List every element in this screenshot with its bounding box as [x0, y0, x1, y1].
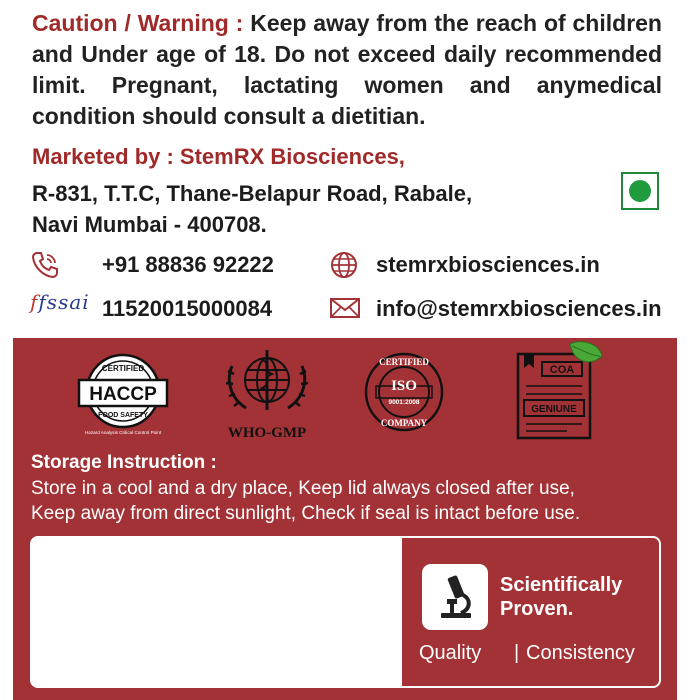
globe-icon — [329, 250, 359, 280]
address — [32, 178, 472, 240]
website-link[interactable]: stemrxbiosciences.in — [376, 252, 600, 277]
caution-paragraph — [32, 8, 662, 132]
phone-number[interactable]: +91 88836 92222 — [102, 252, 274, 277]
marketed-by: Marketed by : StemRX Biosciences, — [32, 144, 405, 169]
badge-line-2: Proven. — [500, 598, 574, 620]
caution-label: Caution / Warning : — [32, 10, 244, 36]
veg-mark-icon — [621, 172, 659, 210]
svg-text:GENIUNE: GENIUNE — [531, 404, 577, 415]
svg-text:COMPANY: COMPANY — [380, 418, 428, 428]
svg-text:COA: COA — [549, 364, 575, 376]
microscope-icon — [422, 564, 488, 630]
bottom-badge-box — [30, 536, 661, 688]
svg-text:FOOD SAFETY: FOOD SAFETY — [98, 412, 148, 419]
coa-certificate-icon — [512, 340, 608, 440]
badge-quality: Quality — [419, 642, 482, 664]
badge-line-1: Scientifically — [500, 574, 623, 596]
svg-text:WHO-GMP: WHO-GMP — [227, 425, 307, 441]
address-line-1: R-831, T.T.C, Thane-Belapur Road, Rabale, — [32, 181, 473, 206]
address-line-2: Navi Mumbai - 400708. — [32, 212, 267, 237]
storage-instructions — [31, 476, 580, 526]
fssai-logo-icon: ffssai — [30, 290, 90, 314]
svg-text:CERTIFIED: CERTIFIED — [101, 364, 145, 373]
scientifically-proven-badge — [402, 538, 661, 688]
iso-certified-icon — [362, 346, 446, 438]
caution-text: Keep away from the reach of children and Under age of 18. Do not exceed daily recommended limit. Pregnant, lactating women and anymedical condition should consult a dietitian. — [32, 10, 662, 129]
fssai-license-number: 11520015000084 — [102, 296, 273, 321]
who-gmp-icon — [212, 346, 322, 444]
storage-line-2: Keep away from direct sunlight, Check if seal is intact before use. — [31, 503, 581, 524]
badge-consistency: Consistency — [526, 642, 635, 664]
badge-separator: | — [514, 642, 520, 664]
haccp-certified-icon — [75, 350, 171, 436]
email-link[interactable]: info@stemrxbiosciences.in — [376, 296, 662, 321]
storage-title: Storage Instruction : — [31, 452, 217, 473]
storage-line-1: Store in a cool and a dry place, Keep lid always closed after use, — [31, 478, 575, 499]
svg-text:9001:2008: 9001:2008 — [388, 399, 420, 406]
phone-icon — [30, 250, 60, 280]
svg-text:HACCP: HACCP — [89, 384, 157, 405]
svg-text:Hazard Analysis Critical Contr: Hazard Analysis Critical Control Point — [84, 430, 162, 435]
svg-text:CERTIFIED: CERTIFIED — [379, 357, 429, 367]
mail-icon — [329, 296, 361, 320]
svg-text:ISO: ISO — [391, 378, 417, 394]
